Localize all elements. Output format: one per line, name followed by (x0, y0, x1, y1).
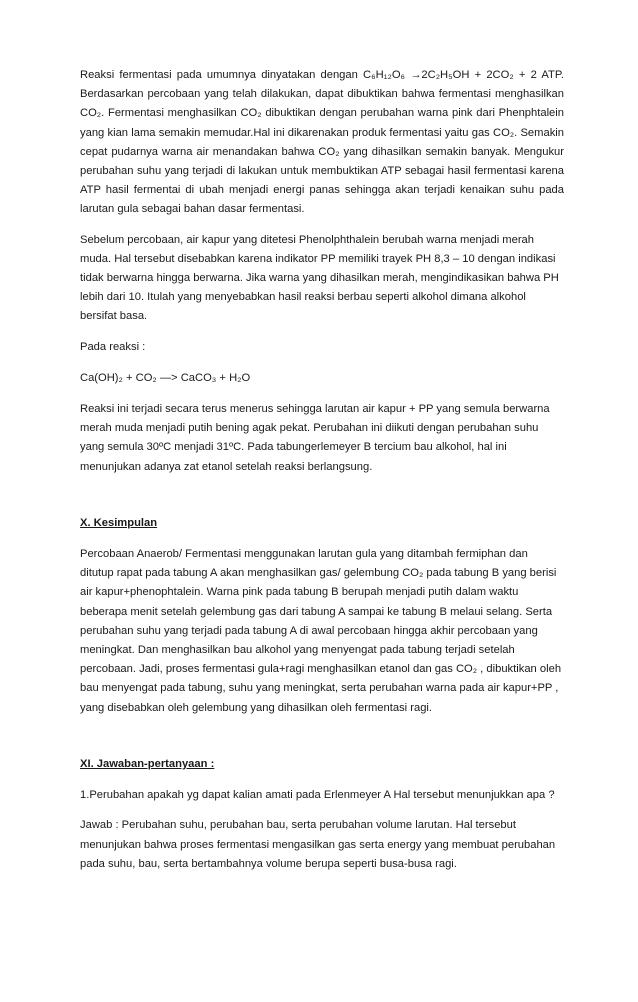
paragraph-phenolphthalein: Sebelum percobaan, air kapur yang ditetesi Phenolphthalein berubah warna menjadi merah muda. Hal tersebut disebabkan karena indikator PP memiliki trayek PH 8,3 – 10 dengan indikasi tidak berwarna hingga berwarna. Jika warna yang dihasilkan merah, mengindikasikan bahwa PH lebih dari 10. Itulah yang menyebabkan hasil reaksi berbau seperti alkohol dimana alkohol bersifat basa. (80, 233, 559, 323)
question-1: 1.Perubahan apakah yg dapat kalian amati pada Erlenmeyer A Hal tersebut menunjukkan apa ? (80, 789, 555, 802)
answer-1: Jawab : Perubahan suhu, perubahan bau, serta perubahan volume larutan. Hal tersebut menunjukan bahwa proses fermentasi mengasilkan gas serta energy yang membuat perubahan pada suhu, bau, serta bertambahnya volume berupa seperti busa-busa ragi. (80, 819, 556, 870)
paragraph-conclusion: Percobaan Anaerob/ Fermentasi menggunakan larutan gula yang ditambah fermiphan dan ditutup rapat pada tabung A akan menghasilkan gas/ gelembung CO₂ pada tabung B yang berisi air kapur+phenophtalein. Warna pink pada tabung B berupah menjadi putih dalam waktu beberapa menit setelah gelembung gas dari tabung A sampai ke tabung B melaui selang. Serta perubahan suhu yang terjadi pada tabung A di awal percobaan hingga akhir percobaan yang meningkat. Dan menghasilkan bau alkohol yang menyengat pada tabung terjadi setelah percobaan. Jadi, proses fermentasi gula+ragi menghasilkan etanol dan gas CO₂ , dibuktikan oleh bau menyengat pada tabung, suhu yang meningkat, serta perubahan warna pada air kapur+PP , yang disebabkan oleh gelembung yang dihasilkan oleh fermentasi ragi. (80, 548, 562, 714)
paragraph-reaction-observation: Reaksi ini terjadi secara terus menerus sehingga larutan air kapur + PP yang semula berwarna merah muda menjadi putih bening agak pekat. Perubahan ini diikuti dengan perubahan suhu yang semula 30ºC menjadi 31ºC. Pada tabungerlemeyer B tercium bau alkohol, hal ini menunjukan adanya zat etanol setelah reaksi berlangsung. (80, 403, 550, 473)
document-body (80, 66, 564, 874)
reaction-label: Pada reaksi : (80, 340, 146, 353)
paragraph-fermentation-reaction: Reaksi fermentasi pada umumnya dinyatakan dengan C₆H₁₂O₆ →2C₂H₅OH + 2CO₂ + 2 ATP. Berdasarkan percobaan yang telah dilakukan, dapat dibuktikan bahwa fermentasi menghasilkan CO₂. Fermentasi menghasilkan CO₂ dibuktikan dengan perubahan warna pink dari Phenphtalein yang kian lama semakin memudar.Hal ini dikarenakan produk fermentasi yaitu gas CO₂. Semakin cepat pudarnya warna air menandakan bahwa CO₂ yang dihasilkan semakin banyak. Mengukur perubahan suhu yang terjadi di lakukan untuk membuktikan ATP sebagai hasil fermentasi karena ATP hasil fermentai di ubah menjadi energi panas sehingga akan terjadi kenaikan suhu pada larutan gula sebagai bahan dasar fermentasi. (80, 69, 564, 216)
heading-conclusion: X. Kesimpulan (80, 516, 158, 529)
reaction-equation: Ca(OH)₂ + CO₂ —> CaCO₃ + H₂O (80, 371, 251, 384)
heading-answers: XI. Jawaban-pertanyaan : (80, 757, 215, 770)
